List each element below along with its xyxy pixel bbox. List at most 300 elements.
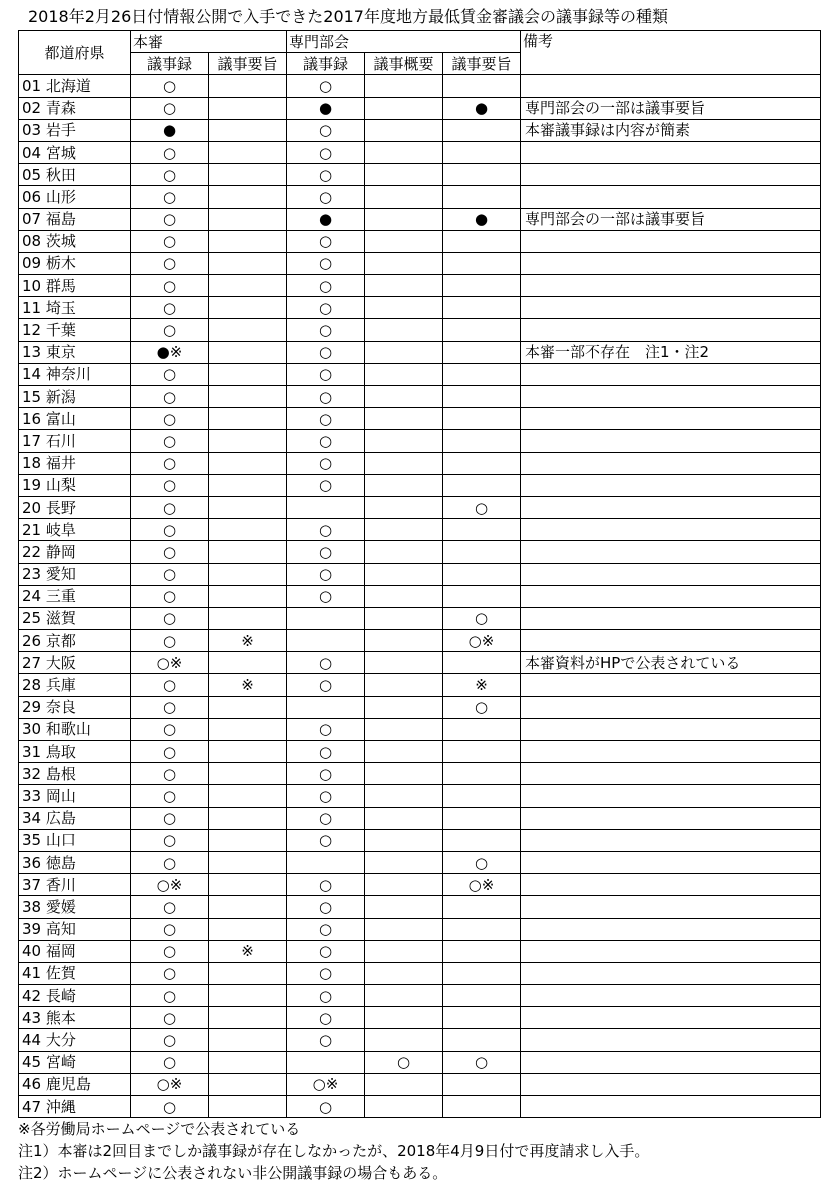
expert-minutes-cell: ○ (287, 474, 365, 496)
main-summary-cell (209, 962, 287, 984)
expert-overview-cell (365, 474, 443, 496)
expert-overview-cell (365, 851, 443, 873)
prefecture-cell: 40 福岡 (19, 940, 131, 962)
footnotes (18, 1118, 820, 1184)
prefecture-cell: 03 岩手 (19, 119, 131, 141)
main-minutes-cell: ○ (131, 696, 209, 718)
table-row (19, 696, 821, 718)
remarks-cell (521, 430, 821, 452)
prefecture-cell: 12 千葉 (19, 319, 131, 341)
table-row (19, 630, 821, 652)
main-minutes-cell: ○ (131, 1051, 209, 1073)
remarks-cell (521, 630, 821, 652)
prefecture-cell: 28 兵庫 (19, 674, 131, 696)
main-summary-cell (209, 496, 287, 518)
expert-summary-cell: ○ (443, 607, 521, 629)
prefecture-cell: 36 徳島 (19, 851, 131, 873)
expert-minutes-cell: ○ (287, 940, 365, 962)
expert-overview-cell (365, 319, 443, 341)
table-row (19, 829, 821, 851)
table-row (19, 341, 821, 363)
expert-overview-cell (365, 896, 443, 918)
header-prefecture: 都道府県 (19, 31, 131, 75)
prefecture-cell: 34 広島 (19, 807, 131, 829)
expert-minutes-cell: ○ (287, 652, 365, 674)
main-minutes-cell: ○ (131, 363, 209, 385)
expert-minutes-cell: ○ (287, 541, 365, 563)
main-minutes-cell: ○ (131, 1096, 209, 1118)
main-minutes-cell: ○ (131, 319, 209, 341)
expert-overview-cell (365, 496, 443, 518)
table-row (19, 674, 821, 696)
expert-overview-cell (365, 452, 443, 474)
prefecture-cell: 24 三重 (19, 585, 131, 607)
main-minutes-cell: ○※ (131, 874, 209, 896)
expert-minutes-cell: ○ (287, 807, 365, 829)
expert-minutes-cell: ○ (287, 186, 365, 208)
main-summary-cell (209, 541, 287, 563)
expert-overview-cell (365, 674, 443, 696)
expert-overview-cell (365, 430, 443, 452)
expert-summary-cell (443, 1096, 521, 1118)
remarks-cell (521, 252, 821, 274)
expert-minutes-cell: ○ (287, 874, 365, 896)
table-row (19, 230, 821, 252)
records-table (18, 30, 821, 1118)
remarks-cell (521, 741, 821, 763)
expert-minutes-cell: ○ (287, 252, 365, 274)
expert-summary-cell: ○※ (443, 630, 521, 652)
table-row (19, 918, 821, 940)
expert-overview-cell (365, 652, 443, 674)
main-summary-cell (209, 829, 287, 851)
table-row (19, 962, 821, 984)
expert-minutes-cell: ○ (287, 297, 365, 319)
main-summary-cell (209, 1051, 287, 1073)
prefecture-cell: 42 長崎 (19, 985, 131, 1007)
expert-minutes-cell: ○ (287, 119, 365, 141)
expert-overview-cell (365, 297, 443, 319)
remarks-cell (521, 297, 821, 319)
main-minutes-cell: ○ (131, 141, 209, 163)
remarks-cell (521, 519, 821, 541)
expert-overview-cell (365, 208, 443, 230)
table-row (19, 75, 821, 97)
table-row (19, 1073, 821, 1095)
expert-summary-cell: ○ (443, 851, 521, 873)
main-summary-cell (209, 519, 287, 541)
table-row (19, 652, 821, 674)
main-minutes-cell: ○ (131, 386, 209, 408)
prefecture-cell: 01 北海道 (19, 75, 131, 97)
table-row (19, 1051, 821, 1073)
table-row (19, 940, 821, 962)
main-minutes-cell: ○ (131, 164, 209, 186)
expert-summary-cell: ○ (443, 1051, 521, 1073)
main-minutes-cell: ○ (131, 75, 209, 97)
table-row (19, 275, 821, 297)
table-row (19, 386, 821, 408)
header-expert-minutes: 議事録 (287, 53, 365, 75)
main-minutes-cell: ○※ (131, 1073, 209, 1095)
expert-overview-cell (365, 119, 443, 141)
expert-overview-cell (365, 252, 443, 274)
prefecture-cell: 07 福島 (19, 208, 131, 230)
expert-minutes-cell: ○ (287, 1007, 365, 1029)
table-row (19, 1096, 821, 1118)
expert-overview-cell (365, 230, 443, 252)
main-minutes-cell: ○ (131, 275, 209, 297)
table-row (19, 164, 821, 186)
expert-summary-cell (443, 363, 521, 385)
expert-summary-cell (443, 585, 521, 607)
expert-overview-cell (365, 985, 443, 1007)
remarks-cell (521, 186, 821, 208)
main-summary-cell (209, 1007, 287, 1029)
main-minutes-cell: ○ (131, 896, 209, 918)
expert-minutes-cell: ○ (287, 741, 365, 763)
main-summary-cell (209, 164, 287, 186)
expert-summary-cell: ○※ (443, 874, 521, 896)
prefecture-cell: 20 長野 (19, 496, 131, 518)
expert-minutes-cell: ○ (287, 275, 365, 297)
main-minutes-cell: ○ (131, 763, 209, 785)
expert-overview-cell (365, 541, 443, 563)
prefecture-cell: 26 京都 (19, 630, 131, 652)
expert-minutes-cell: ○ (287, 230, 365, 252)
prefecture-cell: 35 山口 (19, 829, 131, 851)
main-summary-cell (209, 474, 287, 496)
expert-summary-cell: ○ (443, 696, 521, 718)
expert-summary-cell (443, 519, 521, 541)
remarks-cell (521, 851, 821, 873)
expert-summary-cell (443, 75, 521, 97)
remarks-cell (521, 962, 821, 984)
expert-summary-cell (443, 341, 521, 363)
prefecture-cell: 39 高知 (19, 918, 131, 940)
expert-summary-cell: ● (443, 97, 521, 119)
main-minutes-cell: ○ (131, 962, 209, 984)
main-summary-cell (209, 386, 287, 408)
header-main-council: 本審 (131, 31, 287, 53)
remarks-cell (521, 585, 821, 607)
main-summary-cell (209, 119, 287, 141)
expert-overview-cell (365, 785, 443, 807)
expert-minutes-cell: ○ (287, 319, 365, 341)
expert-overview-cell (365, 1007, 443, 1029)
expert-summary-cell (443, 141, 521, 163)
remarks-cell (521, 829, 821, 851)
remarks-cell (521, 75, 821, 97)
main-minutes-cell: ○ (131, 408, 209, 430)
expert-summary-cell (443, 1029, 521, 1051)
expert-overview-cell (365, 718, 443, 740)
remarks-cell (521, 785, 821, 807)
remarks-cell: 本審議事録は内容が簡素 (521, 119, 821, 141)
expert-minutes-cell: ○ (287, 785, 365, 807)
expert-overview-cell (365, 563, 443, 585)
table-row (19, 718, 821, 740)
prefecture-cell: 41 佐賀 (19, 962, 131, 984)
prefecture-cell: 15 新潟 (19, 386, 131, 408)
expert-summary-cell (443, 541, 521, 563)
main-summary-cell (209, 607, 287, 629)
table-row (19, 208, 821, 230)
expert-summary-cell: ● (443, 208, 521, 230)
table-row (19, 408, 821, 430)
main-summary-cell (209, 275, 287, 297)
remarks-cell: 専門部会の一部は議事要旨 (521, 208, 821, 230)
expert-summary-cell (443, 763, 521, 785)
expert-summary-cell (443, 452, 521, 474)
prefecture-cell: 16 富山 (19, 408, 131, 430)
expert-minutes-cell: ● (287, 208, 365, 230)
remarks-cell (521, 874, 821, 896)
table-row (19, 319, 821, 341)
main-minutes-cell: ○ (131, 430, 209, 452)
expert-overview-cell (365, 607, 443, 629)
expert-summary-cell (443, 918, 521, 940)
expert-overview-cell (365, 962, 443, 984)
remarks-cell (521, 1096, 821, 1118)
prefecture-cell: 43 熊本 (19, 1007, 131, 1029)
expert-minutes-cell: ○ (287, 674, 365, 696)
main-summary-cell (209, 186, 287, 208)
expert-overview-cell (365, 75, 443, 97)
prefecture-cell: 46 鹿児島 (19, 1073, 131, 1095)
remarks-cell (521, 563, 821, 585)
remarks-cell (521, 607, 821, 629)
expert-overview-cell (365, 519, 443, 541)
prefecture-cell: 14 神奈川 (19, 363, 131, 385)
remarks-cell (521, 896, 821, 918)
main-summary-cell (209, 452, 287, 474)
main-minutes-cell: ○ (131, 452, 209, 474)
expert-summary-cell (443, 807, 521, 829)
prefecture-cell: 05 秋田 (19, 164, 131, 186)
remarks-cell (521, 1007, 821, 1029)
document-page (18, 6, 820, 1184)
main-summary-cell (209, 75, 287, 97)
main-minutes-cell: ○ (131, 585, 209, 607)
main-minutes-cell: ○ (131, 496, 209, 518)
main-minutes-cell: ○ (131, 230, 209, 252)
table-row (19, 474, 821, 496)
expert-summary-cell (443, 718, 521, 740)
remarks-cell (521, 363, 821, 385)
table-row (19, 563, 821, 585)
footnote-note-1: 注1）本審は2回目までしか議事録が存在しなかったが、2018年4月9日付で再度請求し入手。 (18, 1142, 650, 1161)
prefecture-cell: 31 鳥取 (19, 741, 131, 763)
expert-overview-cell (365, 363, 443, 385)
table-row (19, 363, 821, 385)
main-summary-cell (209, 252, 287, 274)
main-summary-cell (209, 985, 287, 1007)
main-summary-cell (209, 341, 287, 363)
main-summary-cell (209, 319, 287, 341)
table-row (19, 541, 821, 563)
prefecture-cell: 22 静岡 (19, 541, 131, 563)
prefecture-cell: 21 岐阜 (19, 519, 131, 541)
expert-summary-cell (443, 297, 521, 319)
main-summary-cell (209, 851, 287, 873)
main-summary-cell: ※ (209, 630, 287, 652)
main-summary-cell (209, 896, 287, 918)
main-minutes-cell: ○ (131, 985, 209, 1007)
header-expert-overview: 議事概要 (365, 53, 443, 75)
expert-overview-cell (365, 741, 443, 763)
table-row (19, 97, 821, 119)
expert-overview-cell (365, 918, 443, 940)
header-main-minutes: 議事録 (131, 53, 209, 75)
table-row (19, 252, 821, 274)
main-summary-cell (209, 652, 287, 674)
main-minutes-cell: ○ (131, 607, 209, 629)
table-row (19, 1029, 821, 1051)
remarks-cell: 専門部会の一部は議事要旨 (521, 97, 821, 119)
expert-minutes-cell: ○ (287, 563, 365, 585)
expert-minutes-cell: ○ (287, 763, 365, 785)
main-minutes-cell: ○ (131, 829, 209, 851)
expert-overview-cell (365, 141, 443, 163)
expert-minutes-cell: ○ (287, 585, 365, 607)
main-minutes-cell: ○ (131, 297, 209, 319)
prefecture-cell: 02 青森 (19, 97, 131, 119)
prefecture-cell: 38 愛媛 (19, 896, 131, 918)
main-summary-cell (209, 585, 287, 607)
remarks-cell (521, 496, 821, 518)
expert-overview-cell (365, 386, 443, 408)
main-minutes-cell: ○ (131, 186, 209, 208)
table-row (19, 141, 821, 163)
main-summary-cell (209, 696, 287, 718)
table-row (19, 1007, 821, 1029)
remarks-cell (521, 275, 821, 297)
expert-summary-cell (443, 985, 521, 1007)
prefecture-cell: 23 愛知 (19, 563, 131, 585)
prefecture-cell: 25 滋賀 (19, 607, 131, 629)
main-minutes-cell: ○ (131, 252, 209, 274)
expert-overview-cell (365, 940, 443, 962)
expert-overview-cell: ○ (365, 1051, 443, 1073)
main-summary-cell (209, 430, 287, 452)
prefecture-cell: 44 大分 (19, 1029, 131, 1051)
main-summary-cell: ※ (209, 940, 287, 962)
table-row (19, 119, 821, 141)
expert-summary-cell (443, 563, 521, 585)
expert-minutes-cell: ○ (287, 918, 365, 940)
table-row (19, 585, 821, 607)
expert-minutes-cell: ○ (287, 1029, 365, 1051)
expert-summary-cell (443, 652, 521, 674)
main-minutes-cell: ○ (131, 851, 209, 873)
main-minutes-cell: ○ (131, 741, 209, 763)
prefecture-cell: 09 栃木 (19, 252, 131, 274)
expert-overview-cell (365, 874, 443, 896)
expert-overview-cell (365, 1073, 443, 1095)
main-minutes-cell: ○ (131, 97, 209, 119)
expert-minutes-cell: ○ (287, 75, 365, 97)
table-row (19, 607, 821, 629)
expert-summary-cell (443, 1007, 521, 1029)
main-summary-cell (209, 741, 287, 763)
prefecture-cell: 32 島根 (19, 763, 131, 785)
expert-minutes-cell: ○ (287, 718, 365, 740)
main-summary-cell (209, 141, 287, 163)
expert-minutes-cell: ○ (287, 164, 365, 186)
main-minutes-cell: ○ (131, 785, 209, 807)
table-row (19, 807, 821, 829)
prefecture-cell: 18 福井 (19, 452, 131, 474)
table-row (19, 851, 821, 873)
remarks-cell (521, 696, 821, 718)
main-summary-cell (209, 1073, 287, 1095)
main-summary-cell (209, 807, 287, 829)
main-summary-cell (209, 918, 287, 940)
main-minutes-cell: ○ (131, 940, 209, 962)
expert-minutes-cell: ○ (287, 452, 365, 474)
prefecture-cell: 33 岡山 (19, 785, 131, 807)
remarks-cell (521, 230, 821, 252)
remarks-cell (521, 164, 821, 186)
prefecture-cell: 27 大阪 (19, 652, 131, 674)
main-minutes-cell: ○ (131, 918, 209, 940)
table-row (19, 763, 821, 785)
prefecture-cell: 19 山梨 (19, 474, 131, 496)
main-summary-cell (209, 363, 287, 385)
expert-minutes-cell: ○ (287, 141, 365, 163)
prefecture-cell: 04 宮城 (19, 141, 131, 163)
remarks-cell (521, 718, 821, 740)
main-minutes-cell: ○ (131, 519, 209, 541)
expert-summary-cell (443, 386, 521, 408)
remarks-cell (521, 985, 821, 1007)
table-row (19, 519, 821, 541)
table-row (19, 496, 821, 518)
expert-minutes-cell: ○ (287, 408, 365, 430)
prefecture-cell: 47 沖縄 (19, 1096, 131, 1118)
main-summary-cell (209, 230, 287, 252)
prefecture-cell: 11 埼玉 (19, 297, 131, 319)
footnote-asterisk: ※各労働局ホームページで公表されている (18, 1120, 301, 1139)
main-minutes-cell: ○ (131, 630, 209, 652)
remarks-cell (521, 141, 821, 163)
expert-summary-cell (443, 896, 521, 918)
expert-overview-cell (365, 97, 443, 119)
expert-summary-cell (443, 474, 521, 496)
main-summary-cell (209, 297, 287, 319)
remarks-cell (521, 1073, 821, 1095)
main-minutes-cell: ○ (131, 674, 209, 696)
main-summary-cell (209, 97, 287, 119)
main-minutes-cell: ○ (131, 1029, 209, 1051)
header-row-top (19, 31, 821, 53)
remarks-cell (521, 763, 821, 785)
main-minutes-cell: ●※ (131, 341, 209, 363)
expert-overview-cell (365, 829, 443, 851)
expert-minutes-cell: ○※ (287, 1073, 365, 1095)
expert-minutes-cell (287, 496, 365, 518)
expert-summary-cell (443, 741, 521, 763)
expert-overview-cell (365, 630, 443, 652)
header-expert-summary: 議事要旨 (443, 53, 521, 75)
expert-minutes-cell: ○ (287, 386, 365, 408)
remarks-cell (521, 940, 821, 962)
remarks-cell (521, 1051, 821, 1073)
remarks-cell: 本審一部不存在 注1・注2 (521, 341, 821, 363)
expert-minutes-cell (287, 851, 365, 873)
main-minutes-cell: ○ (131, 718, 209, 740)
